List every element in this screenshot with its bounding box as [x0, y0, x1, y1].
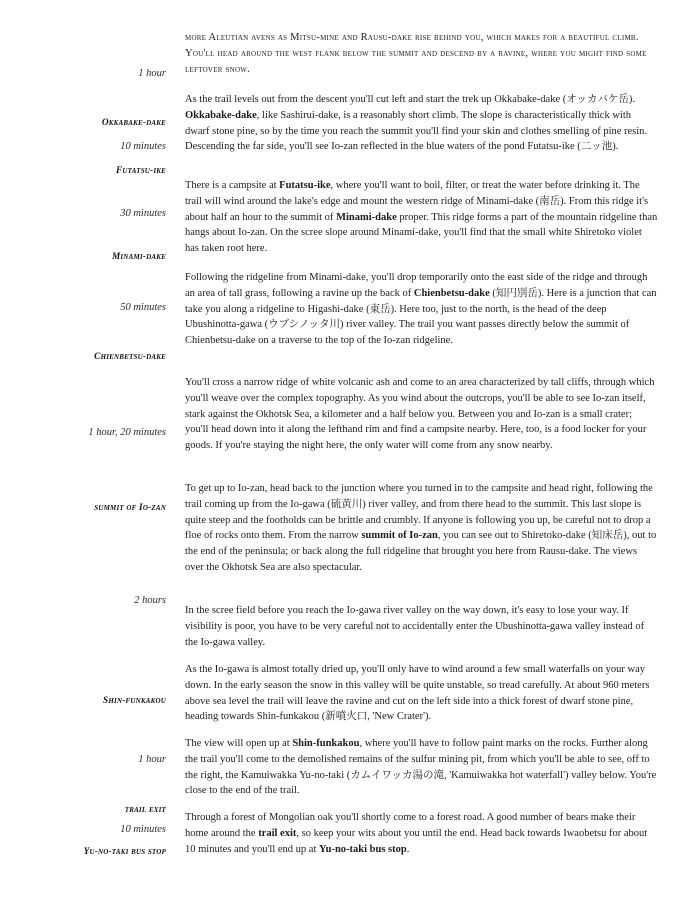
- place-highlight: Futatsu-ike: [279, 180, 331, 191]
- time-marker: 10 minutes: [120, 141, 166, 152]
- paragraph: In the scree field before you reach the Io-gawa river valley on the way down, it's easy to lose your way. If visibility is poor, you have to be very careful not to accidentally enter the Ubushinotta-gawa valley instead of the Io-gawa valley.: [185, 605, 645, 648]
- text: To get up to Io-zan, head back to the junction where you turned in to the campsite and head right, following the trail coming up from the Io-gawa (硫黄川) river valley, and from there head to the summit. This last slope is quite steep and the footholds can be brittle and crumbly. If anyone is following you up, be careful not to drop a floe of rocks onto them. From the narrow: [185, 483, 653, 542]
- time-marker: 10 minutes: [120, 824, 166, 835]
- text: Following the ridgeline from Minami-dake, you'll drop temporarily onto the east side of the ridge and through an area of tall grass, following a ravine up the back of: [185, 272, 648, 299]
- paragraph: more Aleutian avens as Mitsu-mine and Rausu-dake rise behind you, which makes for a beautiful climb. You'll head around the west flank below the summit and descend by a ravine, where you might find some leftover snow.: [185, 32, 647, 75]
- text: (知円別岳). Here is a junction that can take you along a ridgeline to Higashi-dake (東岳). Here too, just to the north, is the head of the deep Ubushinotta-gawa (ウブシノッタ川) river valley. The trail you want passes directly below the summit of Chienbetsu-dake on a traverse to the top of the Io-zan ridgeline.: [185, 287, 657, 347]
- paragraph: [185, 92, 658, 155]
- place-highlight: Chienbetsu-dake: [413, 287, 490, 299]
- paragraph: You'll cross a narrow ridge of white volcanic ash and come to an area characterized by tall cliffs, through which you'll weave over the complex topography. As you wind about the outcrops, you'll be able to see Io-zan itself, stark against the Okhotsk Sea, a kilometer and a half below you. Between you and Io-zan is a small crater; you'll head down into it along the lefthand rim and find a campsite nearby. Here, too, is a food locker for your goods. If you're staying the night here, the only water will come from any snow nearby.: [185, 377, 655, 452]
- text: , where you'll want to boil, filter, or treat the water before drinking it. The trail will wind around the lake's edge and mount the western ridge of Minami-dake (南岳). From this ridge it's about half an hour to the summit of: [185, 180, 649, 223]
- place-marker: Shin-funkakou: [103, 696, 166, 706]
- time-marker: 2 hours: [134, 595, 166, 606]
- text: , where you'll have to follow paint marks on the rocks. Further along the trail you'll come to the demolished remains of the sulfur mining pit, from which you'll be able to see, off to the right, the Kamuiwakka Yu-no-taki (カムイワッカ湯の滝, 'Kamuiwakka hot waterfall') valley below. You're close to the end of the trail.: [185, 738, 657, 797]
- text: proper. This ridge forms a part of the mountain ridgeline than hangs about Io-zan. On the scree slope around Minami-dake, you'll find that the small white Shiretoko violet has taken root here.: [185, 211, 658, 255]
- place-marker: Yu-no-taki bus stop: [83, 847, 166, 857]
- time-marker: 30 minutes: [120, 208, 166, 219]
- place-marker: Minami-dake: [111, 252, 166, 262]
- paragraph: [185, 736, 658, 799]
- place-highlight: trail exit: [258, 827, 297, 839]
- place-marker: Chienbetsu-dake: [94, 352, 166, 362]
- text: , so keep your wits about you until the end. Head back towards Iwaobetsu for about 10 minutes and you'll end up at: [185, 827, 648, 855]
- text: , you can see out to Shiretoko-dake (知床岳), out to the end of the peninsula; or back along the full ridgeline that brought you here from Rausu-dake. The views over the Okhotsk Sea are also spectacular.: [185, 530, 657, 573]
- time-marker: 1 hour, 20 minutes: [88, 427, 166, 438]
- text: , like Sashirui-dake, is a reasonably short climb. The slope is characteristically thick with dwarf stone pine, so by the time you reach the summit you'll find your skin and clothes smelling of pine resin. Descending the far side, you'll see Io-zan reflected in the blue waters of the pond Futatsu-ike (二ッ池).: [185, 109, 648, 153]
- text: As the trail levels out from the descent you'll cut left and start the trek up Okkabake-dake (オッカバケ岳).: [185, 94, 636, 105]
- place-marker: trail exit: [124, 805, 166, 815]
- time-marker: 1 hour: [138, 754, 166, 765]
- paragraph: [185, 270, 658, 349]
- place-highlight: Okkabake-dake: [185, 109, 257, 121]
- place-marker: Okkabake-dake: [101, 118, 166, 128]
- place-highlight: summit of Io-zan: [361, 530, 438, 542]
- place-highlight: Minami-dake: [336, 211, 397, 223]
- text: The view will open up at: [185, 738, 293, 749]
- paragraph: [185, 178, 658, 257]
- paragraph: [185, 481, 658, 576]
- time-marker: 1 hour: [138, 68, 166, 79]
- place-marker: summit of Io-zan: [94, 503, 166, 513]
- text: .: [406, 843, 410, 855]
- text: There is a campsite at: [185, 180, 280, 191]
- place-highlight: Yu-no-taki bus stop: [319, 843, 407, 855]
- text: Through a forest of Mongolian oak you'll shortly come to a forest road. A good number of bears make their home around the: [185, 812, 636, 839]
- time-marker: 50 minutes: [120, 302, 166, 313]
- place-highlight: Shin-funkakou: [292, 738, 360, 749]
- place-marker: Futatsu-ike: [115, 166, 166, 176]
- paragraph: [185, 810, 658, 857]
- paragraph: As the Io-gawa is almost totally dried up, you'll only have to wind around a few small waterfalls on your way down. In the early season the snow in this valley will be quite unstable, so tread carefully. At about 960 meters above sea level the trail will leave the ravine and cut on the left side into a thick forest of dwarf stone pine, heading towards Shin-funkakou (新噴火口, 'New Crater').: [185, 664, 650, 723]
